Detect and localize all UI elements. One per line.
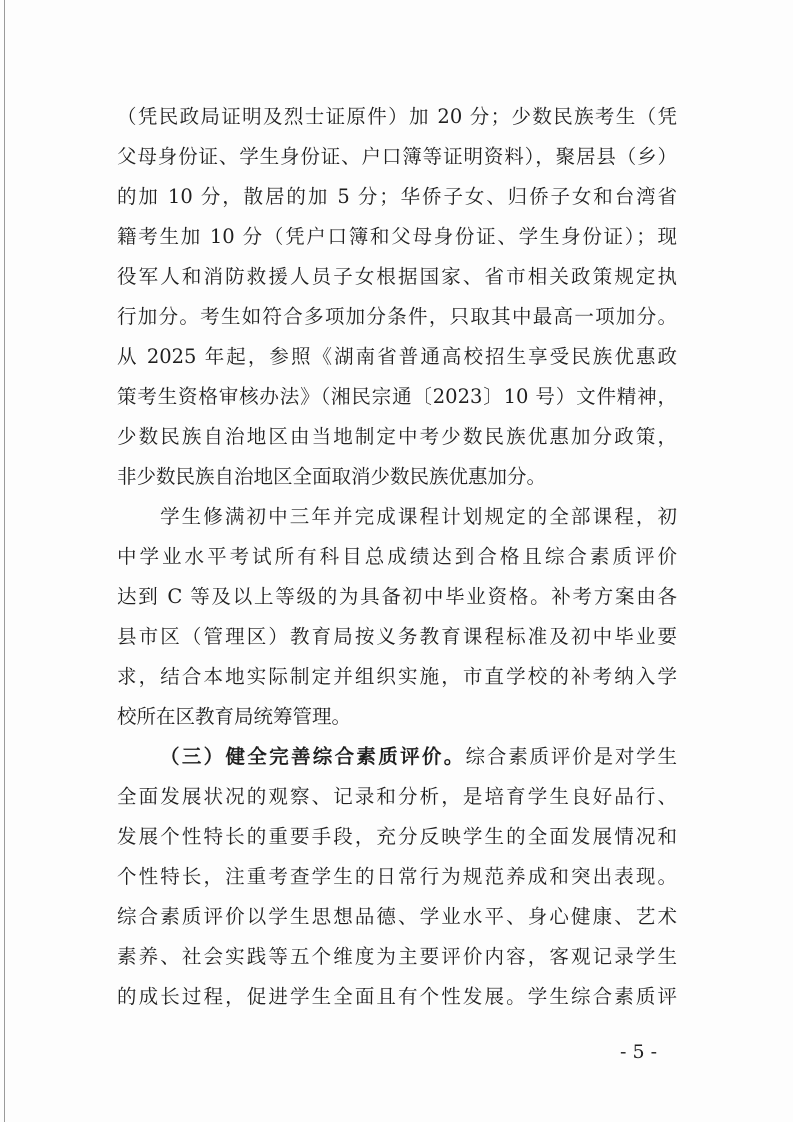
text-line-20: 个性特长，注重考查学生的日常行为规范养成和突出表现。 (117, 865, 677, 888)
text-line-2: 父母身份证、学生身份证、户口簿等证明资料），聚居县（乡） (117, 145, 677, 168)
text-line-10: 非少数民族自治地区全面取消少数民族优惠加分。 (117, 465, 547, 488)
text-line-7: 从 2025 年起，参照《湖南省普通高校招生享受民族优惠政 (117, 345, 677, 368)
text-line-9: 少数民族自治地区由当地制定中考少数民族优惠加分政策， (117, 425, 677, 448)
text-line-3: 的加 10 分，散居的加 5 分；华侨子女、归侨子女和台湾省 (117, 185, 677, 208)
text-line-5: 役军人和消防救援人员子女根据国家、省市相关政策规定执 (117, 265, 677, 288)
text-line-18: 全面发展状况的观察、记录和分析，是培育学生良好品行、 (117, 785, 677, 808)
section-heading-line (160, 744, 677, 770)
text-line-19: 发展个性特长的重要手段，充分反映学生的全面发展情况和 (117, 825, 677, 848)
page-number: - 5 - (620, 1041, 658, 1063)
text-line-13: 达到 C 等及以上等级的为具备初中毕业资格。补考方案由各 (117, 585, 677, 608)
text-line-23: 的成长过程，促进学生全面且有个性发展。学生综合素质评 (117, 985, 677, 1008)
page-left-border (4, 0, 5, 1122)
text-line-4: 籍考生加 10 分（凭户口簿和父母身份证、学生身份证）；现 (117, 225, 677, 248)
section-heading-continuation: 综合素质评价是对学生 (465, 745, 677, 768)
text-line-6: 行加分。考生如符合多项加分条件，只取其中最高一项加分。 (117, 305, 677, 328)
text-line-16: 校所在区教育局统筹管理。 (117, 705, 352, 728)
text-line-1: （凭民政局证明及烈士证原件）加 20 分；少数民族考生（凭 (117, 105, 677, 128)
text-line-14: 县市区（管理区）教育局按义务教育课程标准及初中毕业要 (117, 625, 677, 648)
paragraph-2-first-line: 学生修满初中三年并完成课程计划规定的全部课程，初 (160, 505, 677, 528)
text-line-12: 中学业水平考试所有科目总成绩达到合格且综合素质评价 (117, 545, 677, 568)
text-line-22: 素养、社会实践等五个维度为主要评价内容，客观记录学生 (117, 945, 677, 968)
text-line-21: 综合素质评价以学生思想品德、学业水平、身心健康、艺术 (117, 905, 677, 928)
text-line-15: 求，结合本地实际制定并组织实施，市直学校的补考纳入学 (117, 665, 677, 688)
text-line-8: 策考生资格审核办法》（湘民宗通〔2023〕10 号）文件精神， (117, 385, 677, 408)
section-heading: （三）健全完善综合素质评价。 (160, 745, 466, 768)
